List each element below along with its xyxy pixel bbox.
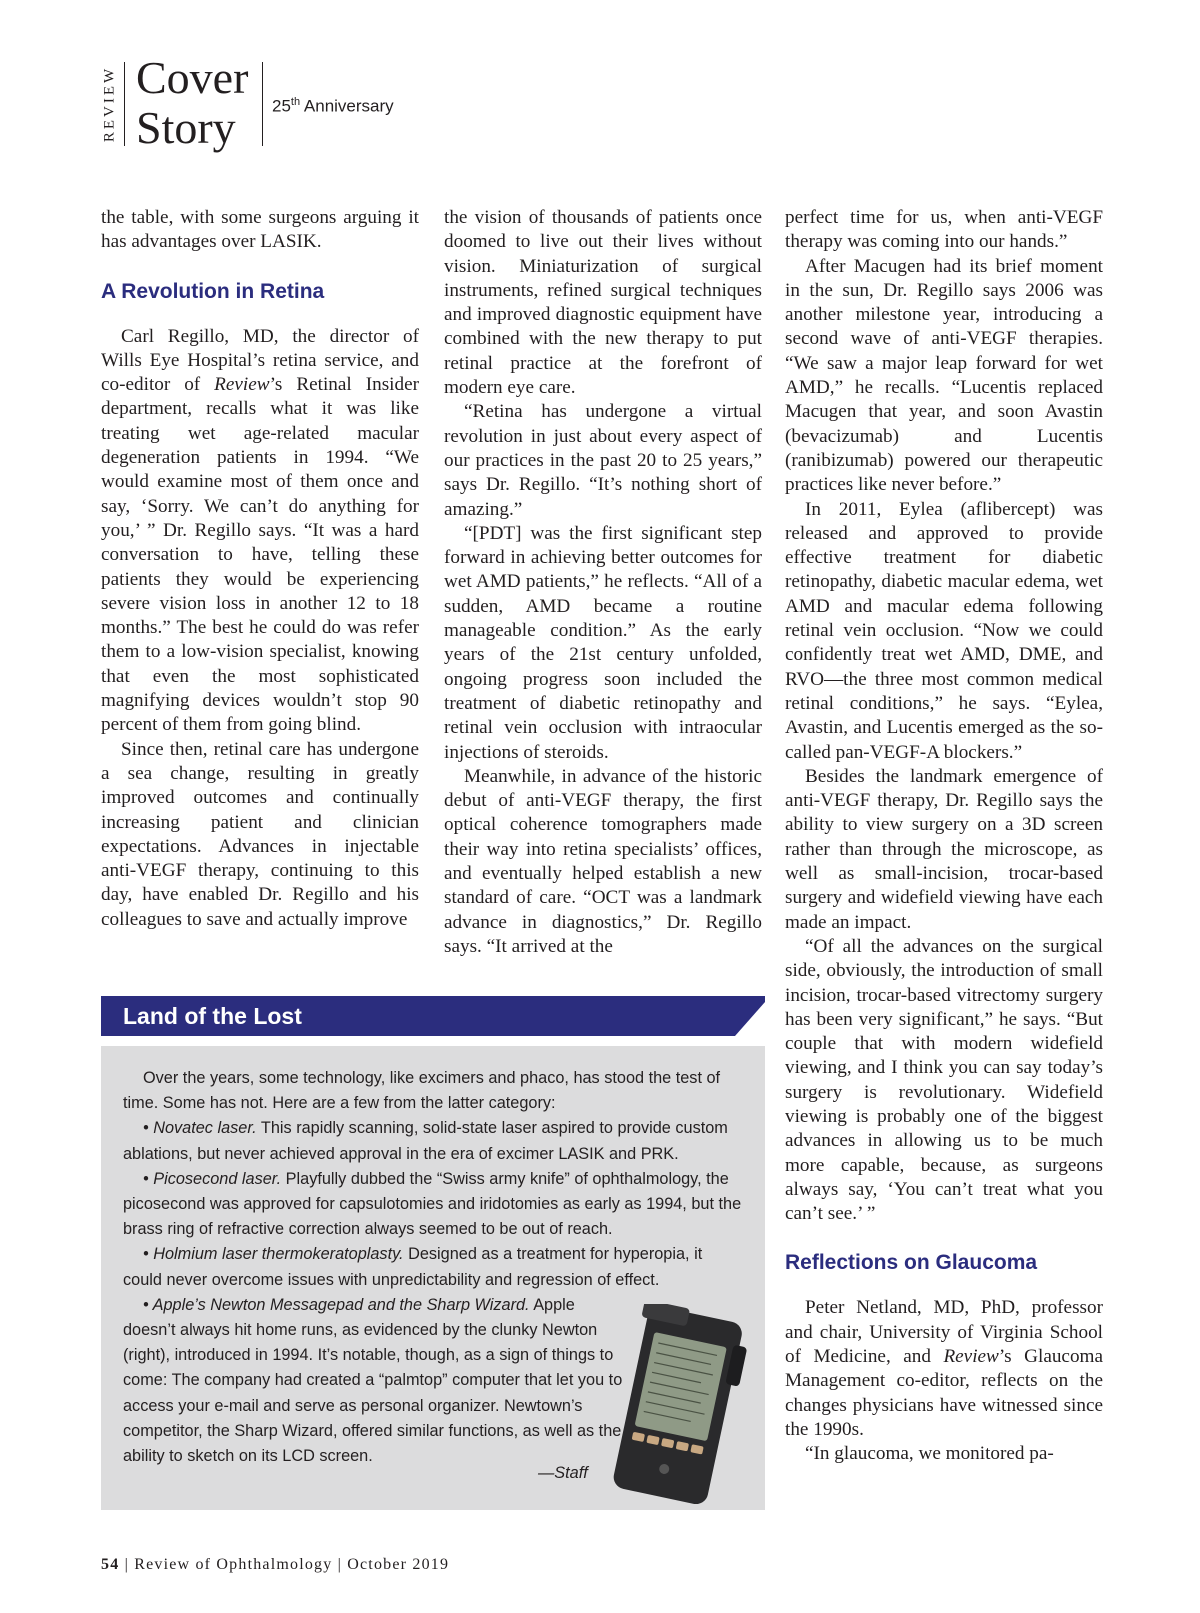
section-title-story: Story xyxy=(136,102,236,153)
sidebar-signoff: —Staff xyxy=(538,1464,588,1482)
paragraph: Carl Regillo, MD, the director of Wills Eye Hospital’s retina service, and co-editor of Review’s Retinal Insider department, recalls what it was like treating wet age-related macular degeneration patients in 1994. “We would examine most of them once and say, ‘Sorry. We can’t do anything for you,’ ” Dr. Regillo says. “It was a hard conversation to have, telling these patients they would be experiencing severe vision loss in another 12 to 18 months.” The best he could do was refer them to a low-vision specialist, knowing that even the most sophisticated magnifying devices wouldn’t stop 90 percent of them from going blind. xyxy=(101,325,419,736)
section-heading-glaucoma: Reflections on Glaucoma xyxy=(785,1251,1038,1275)
review-label-text: REVIEW xyxy=(101,65,118,143)
review-vertical-label xyxy=(100,64,120,144)
paragraph: perfect time for us, when anti-VEGF therapy was coming into our hands.” xyxy=(785,207,1103,253)
sidebar-item: • Apple’s Newton Messagepad and the Sharp Wizard. Apple doesn’t always hit home runs, as evidenced by the clunky Newton (right), introduced in 1994. It’s notable, though, as a sign of things to come: The company had created a “palmtop” computer that let you to access your e-mail and serve as personal organizer. Newtown’s competitor, the Sharp Wizard, offered similar functions, as well as the ability to sketch on its LCD screen. xyxy=(123,1295,623,1466)
page-number: 54 xyxy=(101,1556,120,1573)
article-column-3 xyxy=(785,206,1103,1467)
paragraph: the vision of thousands of patients once doomed to live out their lives without vision. Miniaturization of surgical instruments, refined surgical techniques and improved diagnostic equipment have combined with the new therapy to put retinal practice at the forefront of modern eye care. xyxy=(444,207,762,399)
article-column-2 xyxy=(444,206,762,959)
paragraph: “In glaucoma, we monitored pa- xyxy=(805,1443,1054,1465)
sidebar-item: • Holmium laser thermokeratoplasty. Designed as a treatment for hyperopia, it could never overcome issues with unpredictability and regression of effect. xyxy=(123,1245,703,1289)
paragraph: In 2011, Eylea (aflibercept) was released and approved to provide effective treatment for diabetic retinopathy, diabetic macular edema, wet AMD and macular edema following retinal vein occlusion. “Now we could confidently treat wet AMD, DME, and RVO—the three most common medical retinal conditions,” he says. “Eylea, Avastin, and Lucentis emerged as the so-called pan-VEGF-A blockers.” xyxy=(785,498,1103,763)
paragraph: Meanwhile, in advance of the historic debut of anti-VEGF therapy, the first optical coherence tomographers made their way into retina specialists’ offices, and eventually helped establish a new standard of care. “OCT was a landmark advance in diagnostics,” Dr. Regillo says. “It arrived at the xyxy=(444,765,762,957)
paragraph: After Macugen had its brief moment in the sun, Dr. Regillo says 2006 was another milestone year, introducing a second wave of anti-VEGF therapies. “We saw a major leap forward for wet AMD,” he recalls. “Lucentis replaced Macugen that year, and soon Avastin (bevacizumab) and Lucentis (ranibizumab) powered our therapeutic practices like never before.” xyxy=(785,255,1103,496)
header-divider-right xyxy=(262,62,263,146)
paragraph: the table, with some surgeons arguing it has advantages over LASIK. xyxy=(101,207,419,253)
article-column-1 xyxy=(101,206,419,932)
newton-messagepad-image xyxy=(596,1304,756,1504)
paragraph: “Of all the advances on the surgical side, obviously, the introduction of small incision, trocar-based vitrectomy surgery has been very significant,” he says. “But couple that with modern widefield viewing, and I think you can say today’s surgery is revolutionary. Widefield viewing is probably one of the biggest advances in allowing us to be much more capable, because, as surgeons always say, ‘You can’t treat what you can’t see.’ ” xyxy=(785,935,1103,1225)
section-title-cover: Cover xyxy=(136,52,249,103)
paragraph: “Retina has undergone a virtual revolution in just about every aspect of our practices in the past 20 to 25 years,” says Dr. Regillo. “It’s nothing short of amazing.” xyxy=(444,401,762,520)
sidebar-box xyxy=(101,1046,765,1510)
header-divider-left xyxy=(124,62,125,146)
sidebar-item: • Novatec laser. This rapidly scanning, solid-state laser aspired to provide custom ablations, but never achieved approval in the era of excimer LASIK and PRK. xyxy=(123,1119,728,1163)
sidebar-title: Land of the Lost xyxy=(123,1003,302,1029)
footer-publication: | Review of Ophthalmology | October 2019 xyxy=(119,1556,450,1573)
sidebar-item: • Picosecond laser. Playfully dubbed the “Swiss army knife” of ophthalmology, the picosecond was approved for capsulotomies and iridotomies as early as 1994, but the brass ring of refractive correction always seemed to be out of reach. xyxy=(123,1169,742,1239)
paragraph: Since then, retinal care has undergone a sea change, resulting in greatly improved outcomes and continually increasing patient and clinician expectations. Advances in injectable anti-VEGF therapy, continuing to this day, have enabled Dr. Regillo and his colleagues to save and actually improve xyxy=(101,738,419,930)
sidebar-intro: Over the years, some technology, like excimers and phaco, has stood the test of time. Some has not. Here are a few from the latter category: xyxy=(123,1069,721,1113)
sidebar-header-banner xyxy=(101,996,765,1036)
anniversary-label: 25th Anniversary xyxy=(272,96,394,116)
page-footer xyxy=(101,1556,449,1574)
paragraph: Besides the landmark emergence of anti-VEGF therapy, Dr. Regillo says the ability to view surgery on a 3D screen rather than through the microscope, as well as small-incision, trocar-based surgery and widefield viewing have each made an impact. xyxy=(785,765,1103,933)
paragraph: Peter Netland, MD, PhD, professor and chair, University of Virginia School of Medicine, and Review’s Glaucoma Management co-editor, reflects on the changes physicians have witnessed since the 1990s. xyxy=(785,1297,1103,1440)
section-heading-retina: A Revolution in Retina xyxy=(101,279,325,303)
paragraph: “[PDT] was the first significant step forward in achieving better outcomes for wet AMD patients,” he reflects. “All of a sudden, AMD became a routine manageable condition.” As the early years of the 21st century unfolded, ongoing progress soon included the treatment of diabetic retinopathy and retinal vein occlusion with intraocular injections of steroids. xyxy=(444,522,762,763)
